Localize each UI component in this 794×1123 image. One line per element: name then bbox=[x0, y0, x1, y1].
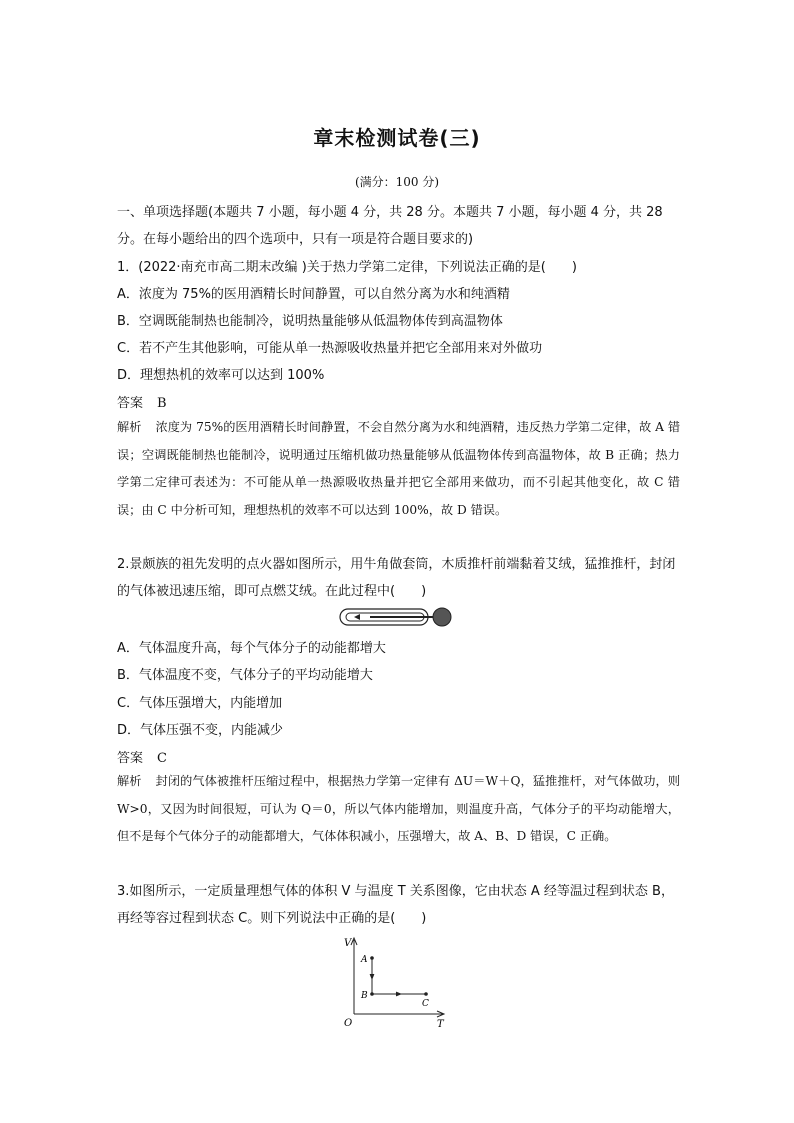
vt-graph bbox=[336, 934, 456, 1030]
q1-answer bbox=[117, 392, 167, 411]
q1-explain-label: 解析 bbox=[117, 420, 142, 434]
q1-answer-label: 答案 bbox=[117, 396, 144, 411]
q1-option-c: C．若不产生其他影响，可能从单一热源吸收热量并把它全部用来对外做功 bbox=[117, 341, 543, 356]
point-b-label: B bbox=[361, 991, 368, 1001]
q2-option-d: D．气体压强不变，内能减少 bbox=[117, 723, 284, 738]
origin-label: O bbox=[344, 1018, 353, 1029]
q2-explain-text: 封闭的气体被推杆压缩过程中，根据热力学第一定律有 ΔU＝W＋Q，猛推推杆，对气体做功，则 W>0，又因为时间很短，可认为 Q＝0，所以气体内能增加，则温度升高，气体分子的平均动能增大，但不是每个气体分子的动能都增大，气体体积减小，压强增大，故 A、B、D 错误，C 正确。 bbox=[117, 774, 681, 843]
fire-piston-figure bbox=[330, 604, 458, 632]
q2-option-c: C．气体压强增大，内能增加 bbox=[117, 696, 283, 711]
page-title: 章末检测试卷(三) bbox=[313, 126, 481, 150]
point-c-label: C bbox=[422, 999, 429, 1009]
axis-v-label: V bbox=[344, 938, 352, 949]
q2-stem: 2.景颇族的祖先发明的点火器如图所示，用牛角做套筒，木质推杆前端黏着艾绒，猛推推杆，封闭的气体被迅速压缩，即可点燃艾绒。在此过程中( ) bbox=[117, 557, 676, 599]
q3-stem: 3.如图所示，一定质量理想气体的体积 V 与温度 T 关系图像，它由状态 A 经等温过程到状态 B，再经等容过程到状态 C。则下列说法中正确的是( ) bbox=[117, 884, 674, 926]
point-a-label: A bbox=[361, 955, 368, 965]
q1-option-a: A．浓度为 75%的医用酒精长时间静置，可以自然分离为水和纯酒精 bbox=[117, 287, 510, 302]
q1-explanation bbox=[117, 414, 680, 524]
q1-explain-text: 浓度为 75%的医用酒精长时间静置，不会自然分离为水和纯酒精，违反热力学第二定律，故 A 错误；空调既能制热也能制冷，说明通过压缩机做功热量能够从低温物体传到高温物体，故 B 正确；热力学第二定律可表述为：不可能从单一热源吸收热量并把它全部用来做功，而不引起其他变化，故 C 错误；由 C 中分析可知，理想热机的效率不可以达到 100%，故 D 错误。 bbox=[117, 420, 681, 517]
q1-stem: 1．(2022·南充市高二期末改编 )关于热力学第二定律，下列说法正确的是( ) bbox=[117, 260, 577, 275]
q1-option-d: D．理想热机的效率可以达到 100% bbox=[117, 368, 325, 383]
section-heading: 一、单项选择题(本题共 7 小题，每小题 4 分，共 28 分。本题共 7 小题，每小题 4 分，共 28 分。在每小题给出的四个选项中，只有一项是符合题目要求的) bbox=[117, 205, 663, 247]
q2-answer-label: 答案 bbox=[117, 751, 144, 766]
q2-explain-label: 解析 bbox=[117, 774, 142, 788]
full-score: (满分：100 分) bbox=[354, 175, 440, 189]
q2-option-b: B．气体温度不变，气体分子的平均动能增大 bbox=[117, 668, 373, 683]
q2-answer bbox=[117, 747, 167, 766]
axis-t-label: T bbox=[437, 1019, 444, 1030]
q2-answer-value: C bbox=[157, 751, 167, 766]
q2-explanation bbox=[117, 768, 680, 851]
q2-option-a: A．气体温度升高，每个气体分子的动能都增大 bbox=[117, 641, 386, 656]
q1-answer-value: B bbox=[157, 396, 167, 411]
q1-option-b: B．空调既能制热也能制冷，说明热量能够从低温物体传到高温物体 bbox=[117, 314, 503, 329]
